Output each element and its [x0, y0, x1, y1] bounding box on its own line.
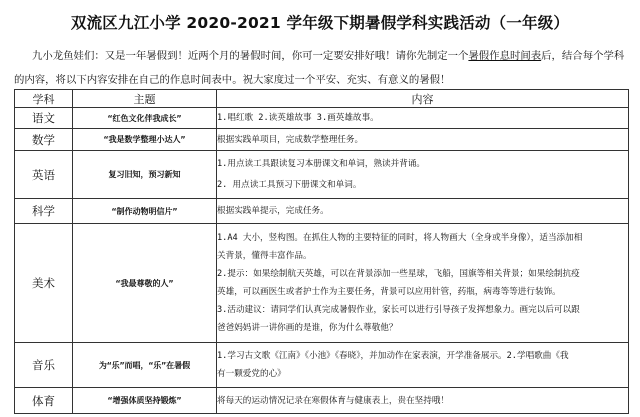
content-line: 将每天的运动情况记录在寒假体育与健康表上，贵在坚持哦！: [217, 395, 450, 406]
subject-cell: 语文: [15, 108, 73, 129]
content-line: 1.用点读工具跟读复习本册课文和单词，熟读并背诵。: [217, 159, 426, 169]
content-cell: [217, 108, 629, 129]
subject-cell: 音乐: [15, 343, 73, 388]
table-row-art: [15, 224, 629, 343]
content-cell: [217, 388, 629, 414]
activity-table: [14, 89, 629, 414]
theme-cell: [73, 343, 217, 388]
intro-text-part1: 九小龙鱼娃们：又是一年暑假到！近两个月的暑假时间，你可一定要安排好哦！请你先制定一个: [32, 50, 469, 62]
content-line: 1.学习古文歌《江南》《小池》《春晓》，并加动作在家表演，开学准备展示。2.学唱歌曲《我: [217, 351, 569, 361]
content-line: 2. 用点读工具预习下册课文和单词。: [217, 180, 362, 190]
content-line: 爸爸妈妈讲一讲你画的是谁，你为什么尊敬他？: [217, 323, 398, 333]
content-line: 2.提示：如果绘制航天英雄，可以在背景添加一些星球，飞船，国旗等相关背景；如果绘制抗疫: [217, 269, 580, 279]
content-line: 1.唱红歌 2.读英雄故事 3.画英雄故事。: [217, 113, 379, 123]
content-line: 1.A4 大小，竖构图。在抓住人物的主要特征的同时，将人物画大（全身或半身像），适当添加相: [217, 233, 583, 243]
subject-cell: 体育: [15, 388, 73, 414]
theme-cell: “红色文化伴我成长”: [73, 108, 217, 129]
content-cell: [217, 129, 629, 151]
table-row-science: [15, 199, 629, 224]
content-cell: [217, 151, 629, 199]
table-header-row: [15, 90, 629, 108]
header-theme: 主题: [73, 90, 217, 108]
theme-cell: “制作动物明信片”: [73, 199, 217, 224]
content-line: 有一颗爱党的心》: [217, 369, 286, 379]
subject-cell: 英语: [15, 151, 73, 199]
header-content: 内容: [217, 90, 629, 108]
subject-cell: 美术: [15, 224, 73, 343]
document-title: 双流区九江小学 2020-2021 学年级下期暑假学科实践活动（一年级）: [70, 14, 570, 32]
theme-cell: “增强体质坚持锻炼”: [73, 388, 217, 414]
table-row-chinese: [15, 108, 629, 129]
content-line: 根据实践单项目，完成数学整理任务。: [217, 134, 364, 145]
table-row-math: [15, 129, 629, 151]
content-line: 关背景，懂得丰富作品。: [217, 251, 312, 261]
table-row-music: [15, 343, 629, 388]
table-row-english: [15, 151, 629, 199]
content-line: 3.活动建议：请同学们认真完成暑假作业，家长可以进行引导孩子发挥想象力。画完以后可以跟: [217, 305, 580, 315]
content-cell: [217, 343, 629, 388]
content-cell: [217, 199, 629, 224]
subject-cell: 科学: [15, 199, 73, 224]
subject-cell: 数学: [15, 129, 73, 151]
content-line: 根据实践单提示，完成任务。: [217, 206, 329, 216]
header-subject: 学科: [15, 90, 73, 108]
content-cell: [217, 224, 629, 343]
theme-cell: “我最尊敬的人”: [73, 224, 217, 343]
theme-cell: 复习旧知，预习新知: [73, 151, 217, 199]
content-line: 英雄，可以画医生或者护士作为主要任务，背景可以应用针管，药瓶，病毒等等进行装饰。: [217, 287, 561, 297]
intro-paragraph: [14, 44, 628, 92]
intro-text-part2: 后，结合每个学科的内容，将以下内容安排在自己的作息时间表中。祝大家度过一个平安、充实、有意义的暑假！: [14, 50, 625, 86]
intro-underlined-text: 暑假作息时间表: [468, 50, 542, 62]
theme-cell: “我是数学整理小达人”: [73, 129, 217, 151]
theme-line: 为“乐”而唱，“乐”在暑假: [98, 360, 191, 370]
table-row-pe: [15, 388, 629, 414]
